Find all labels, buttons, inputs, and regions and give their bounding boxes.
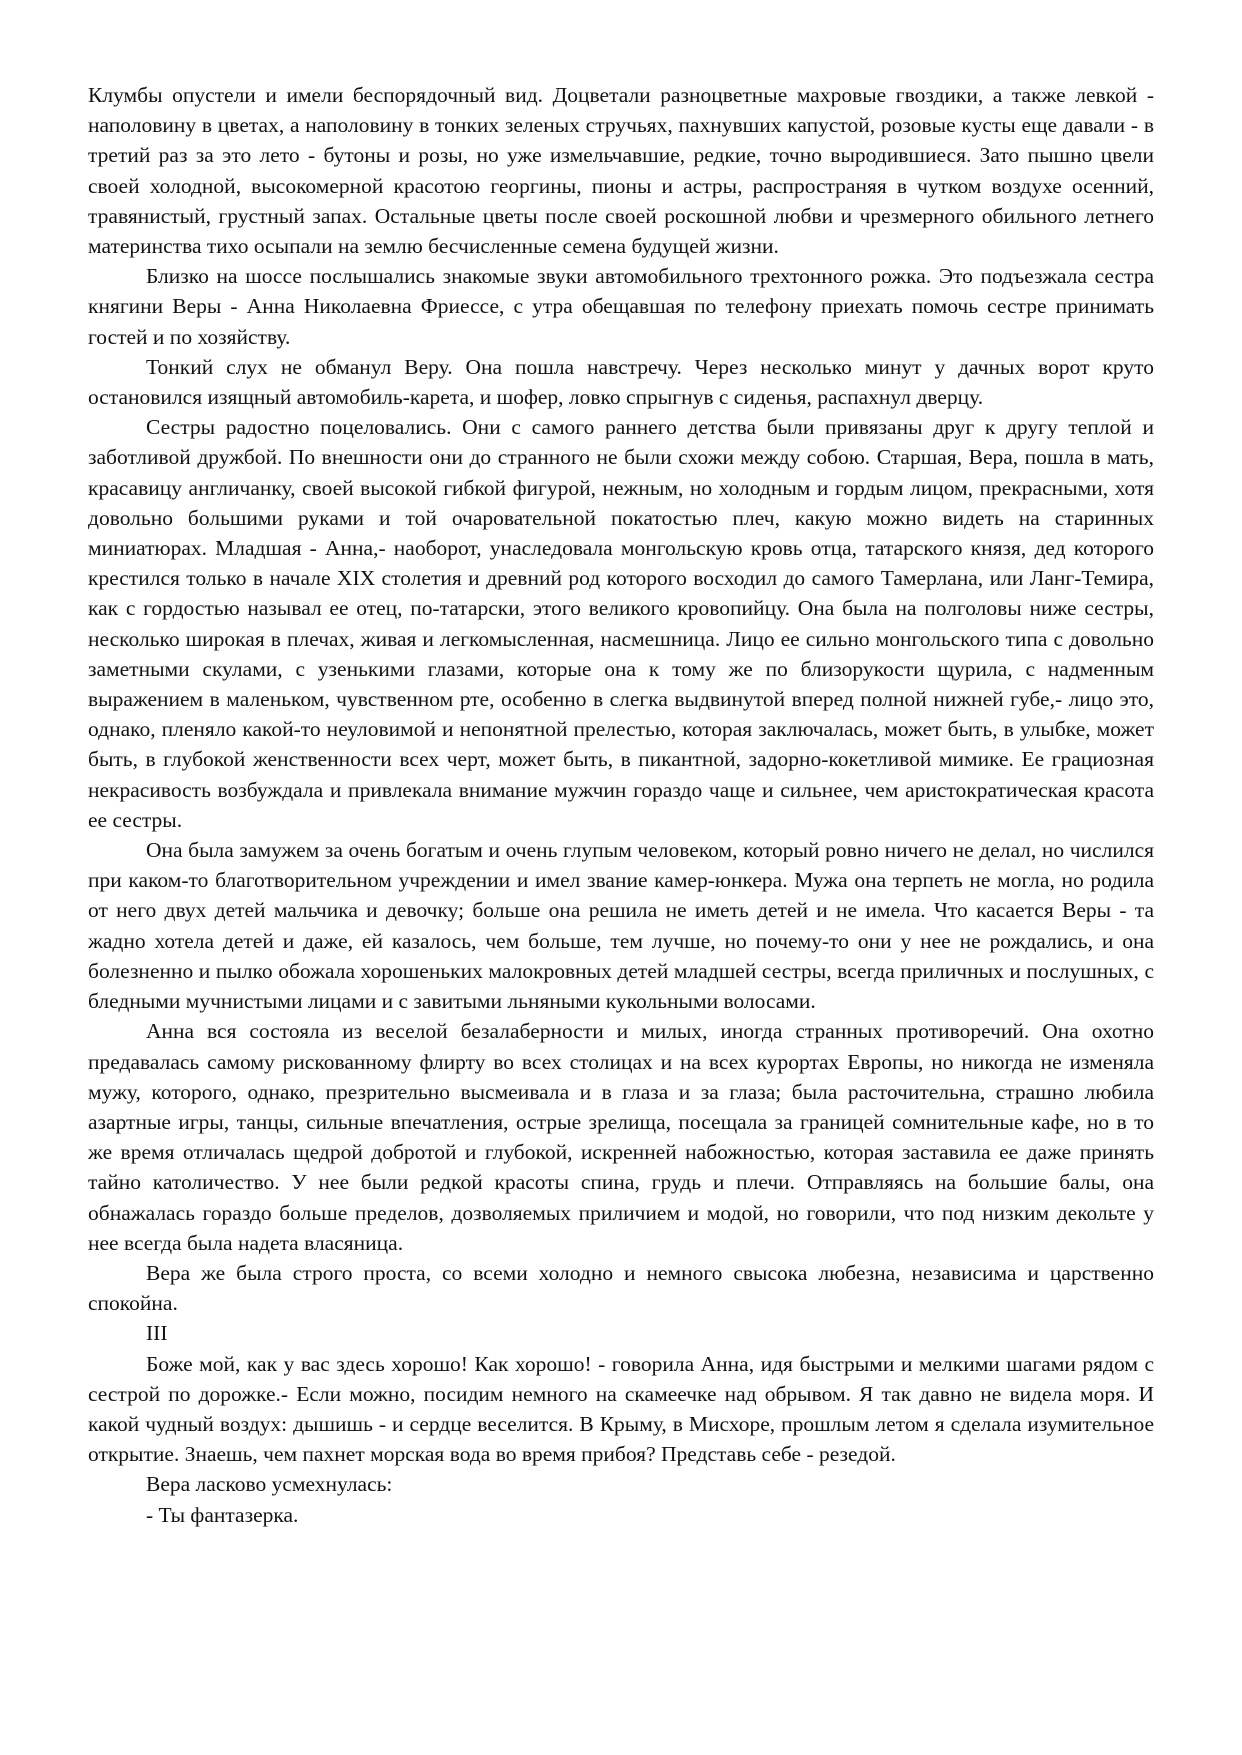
paragraph-car-horn: Близко на шоссе послышались знакомые звуки автомобильного трехтонного рожка. Это подъезжала сестра княгини Веры - Анна Николаевна Фриессе, с утра обещавшая по телефону приехать помочь сестре принимать гостей и по хозяйству. [88,264,1154,349]
paragraph-arrival: Тонкий слух не обманул Веру. Она пошла навстречу. Через несколько минут у дачных ворот круто остановился изящный автомобиль-карета, и шофер, ловко спрыгнув с сиденья, распахнул дверцу. [88,354,1154,410]
chapter-heading: III [146,1321,168,1346]
paragraph-marriage: Она была замужем за очень богатым и очень глупым человеком, который ровно ничего не делал, но числился при каком-то благотворительном учреждении и имел звание камер-юнкера. Мужа она терпеть не могла, но родила от него двух детей мальчика и девочку; больше она решила не иметь детей и не имела. Что касается Веры - та жадно хотела детей и даже, ей казалось, чем больше, тем лучше, но почему-то они у нее не рождались, и она болезненно и пылко обожала хорошеньких малокровных детей младшей сестры, всегда приличных и послушных, с бледными мучнистыми лицами и с завитыми льняными кукольными волосами. [88,838,1154,1014]
paragraph-anna-speech: Боже мой, как у вас здесь хорошо! Как хорошо! - говорила Анна, идя быстрыми и мелкими шагами рядом с сестрой по дорожке.- Если можно, посидим немного на скамеечке над обрывом. Я так давно не видела моря. И какой чудный воздух: дышишь - и сердце веселится. В Крыму, в Мисхоре, прошлым летом я сделала изумительное открытие. Знаешь, чем пахнет морская вода во время прибоя? Представь себе - резедой. [88,1351,1154,1467]
paragraph-vera-character: Вера же была строго проста, со всеми холодно и немного свысока любезна, независима и царственно спокойна. [88,1260,1154,1316]
paragraph-flowerbeds: Клумбы опустели и имели беспорядочный вид. Доцветали разноцветные махровые гвоздики, а также левкой - наполовину в цветах, а наполовину в тонких зеленых стручьях, пахнувших капустой, розовые кусты еще давали - в третий раз за это лето - бутоны и розы, но уже измельчавшие, редкие, точно выродившиеся. Зато пышно цвели своей холодной, высокомерной красотою георгины, пионы и астры, распространяя в чутком воздухе осенний, травянистый, грустный запах. Остальные цветы после своей роскошной любви и чрезмерного обильного летнего материнства тихо осыпали на землю бесчисленные семена будущей жизни. [88,83,1154,259]
paragraph-anna-character: Анна вся состояла из веселой безалаберности и милых, иногда странных противоречий. Она охотно предавалась самому рискованному флирту во всех столицах и на всех курортах Европы, но никогда не изменяла мужу, которого, однако, презрительно высмеивала и в глаза и за глаза; была расточительна, страшно любила азартные игры, танцы, сильные впечатления, острые зрелища, посещала за границей сомнительные кафе, но в то же время отличалась щедрой добротой и глубокой, искренней набожностью, которая заставила ее даже принять тайно католичество. У нее были редкой красоты спина, грудь и плечи. Отправляясь на большие балы, она обнажалась гораздо больше пределов, дозволяемых приличием и модой, но говорили, что под низким декольте у нее всегда была надета власяница. [88,1019,1154,1255]
paragraph-sisters: Сестры радостно поцеловались. Они с самого раннего детства были привязаны друг к другу теплой и заботливой дружбой. По внешности они до странного не были схожи между собою. Старшая, Вера, пошла в мать, красавицу англичанку, своей высокой гибкой фигурой, нежным, но холодным и гордым лицом, прекрасными, хотя довольно большими руками и той очаровательной покатостью плеч, какую можно видеть на старинных миниатюрах. Младшая - Анна,- наоборот, унаследовала монгольскую кровь отца, татарского князя, дед которого крестился только в начале XIX столетия и древний род которого восходил до самого Тамерлана, или Ланг-Темира, как с гордостью называл ее отец, по-татарски, этого великого кровопийцу. Она была на полголовы ниже сестры, несколько широкая в плечах, живая и легкомысленная, насмешница. Лицо ее сильно монгольского типа с довольно заметными скулами, с узенькими глазами, которые она к тому же по близорукости щурила, с надменным выражением в маленьком, чувственном рте, особенно в слегка выдвинутой вперед полной нижней губе,- лицо это, однако, пленяло какой-то неуловимой и непонятной прелестью, которая заключалась, может быть, в улыбке, может быть, в глубокой женственности всех черт, может быть, в пикантной, задорно-кокетливой мимике. Ее грациозная некрасивость возбуждала и привлекала внимание мужчин гораздо чаще и сильнее, чем аристократическая красота ее сестры. [88,415,1154,832]
paragraph-dreamer: - Ты фантазерка. [146,1502,299,1527]
paragraph-vera-smile: Вера ласково усмехнулась: [146,1472,393,1497]
